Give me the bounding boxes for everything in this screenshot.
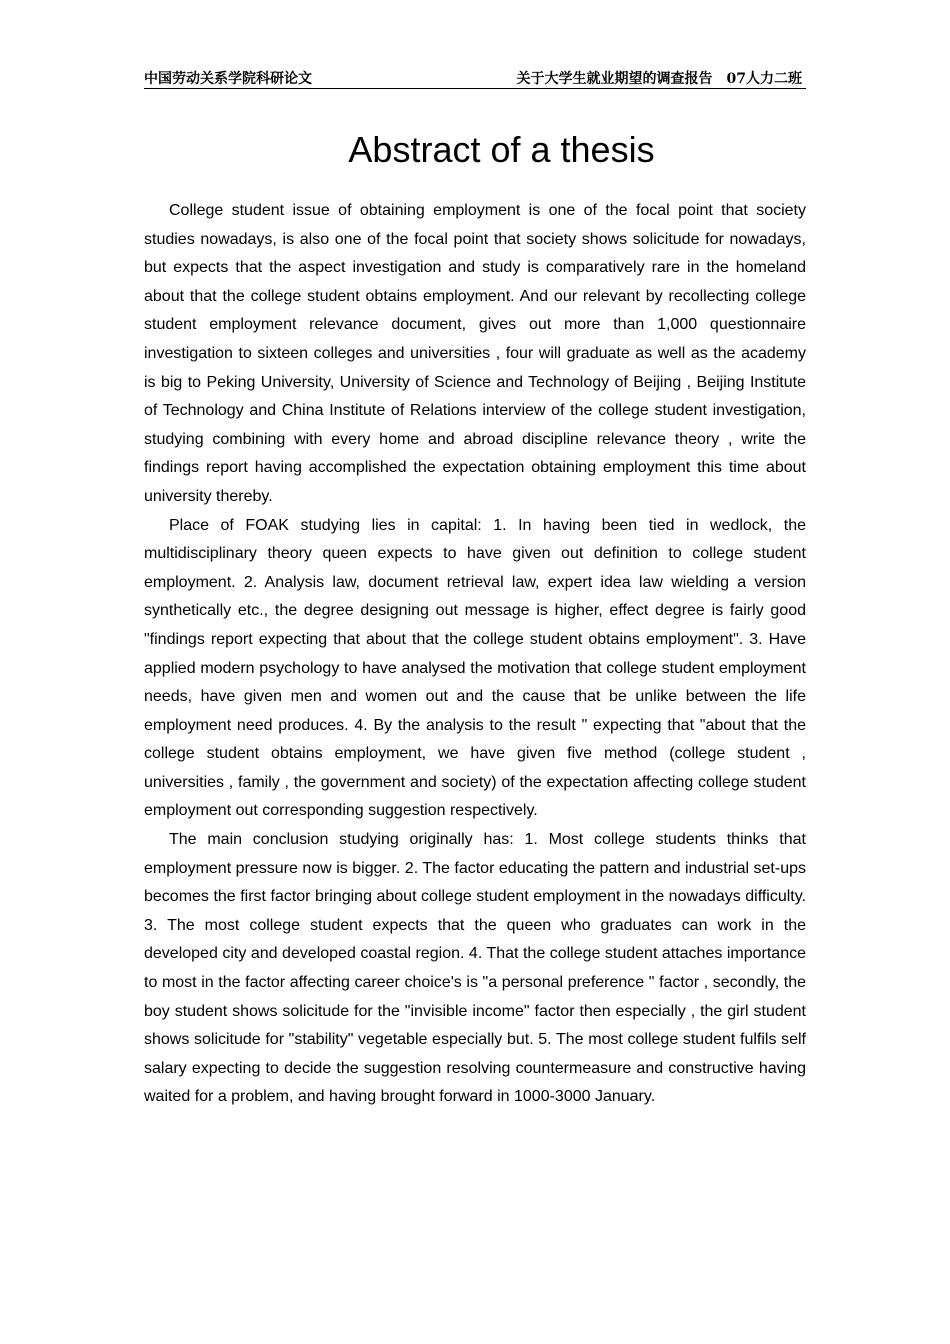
header-institution: 中国劳动关系学院科研论文 [144, 71, 312, 87]
header-class-name: 07人力二班 [726, 71, 802, 87]
abstract-paragraph-2: Place of FOAK studying lies in capital: 1. In having been tied in wedlock, the multidisciplinary theory queen expects to have given out definition to college student employment. 2. Analysis law, document retrieval law, expert idea law wielding a version synthetically etc., the degree designing out message is higher, effect degree is fairly good "findings report expecting that about that the college student obtains employment". 3. Have applied modern psychology to have analysed the motivation that college student employment needs, have given men and women out and the cause that be unlike between the life employment need produces. 4. By the analysis to the result " expecting that "about that the college student obtains employment, we have given five method (college student , universities , family , the government and society) of the expectation affecting college student employment out corresponding suggestion respectively. [144, 516, 806, 820]
page-header [144, 66, 806, 89]
abstract-body [144, 197, 806, 1112]
abstract-paragraph-1: College student issue of obtaining employment is one of the focal point that society studies nowadays, is also one of the focal point that society shows solicitude for nowadays, but expects that the aspect investigation and study is comparatively rare in the homeland about that the college student obtains employment. And our relevant by recollecting college student employment relevance document, gives out more than 1,000 questionnaire investigation to sixteen colleges and universities , four will graduate as well as the academy is big to Peking University, University of Science and Technology of Beijing , Beijing Institute of Technology and China Institute of Relations interview of the college student investigation, studying combining with every home and abroad discipline relevance theory , write the findings report having accomplished the expectation obtaining employment this time about university thereby. [144, 202, 806, 505]
abstract-paragraph-3: The main conclusion studying originally has: 1. Most college students thinks that employment pressure now is bigger. 2. The factor educating the pattern and industrial set-ups becomes the first factor bringing about college student employment in the nowadays difficulty. 3. The most college student expects that the queen who graduates can work in the developed city and developed coastal region. 4. That the college student attaches importance to most in the factor affecting career choice's is "a personal preference " factor , secondly, the boy student shows solicitude for the "invisible income" factor then especially , the girl student shows solicitude for "stability" vegetable especially but. 5. The most college student fulfils self salary expecting to decide the suggestion resolving countermeasure and constructive having waited for a problem, and having brought forward in 1000-3000 January. [144, 831, 806, 1106]
page-title: Abstract of a thesis [348, 129, 655, 170]
header-report-name: 关于大学生就业期望的调查报告 [516, 71, 713, 87]
header-report-title [517, 68, 802, 88]
